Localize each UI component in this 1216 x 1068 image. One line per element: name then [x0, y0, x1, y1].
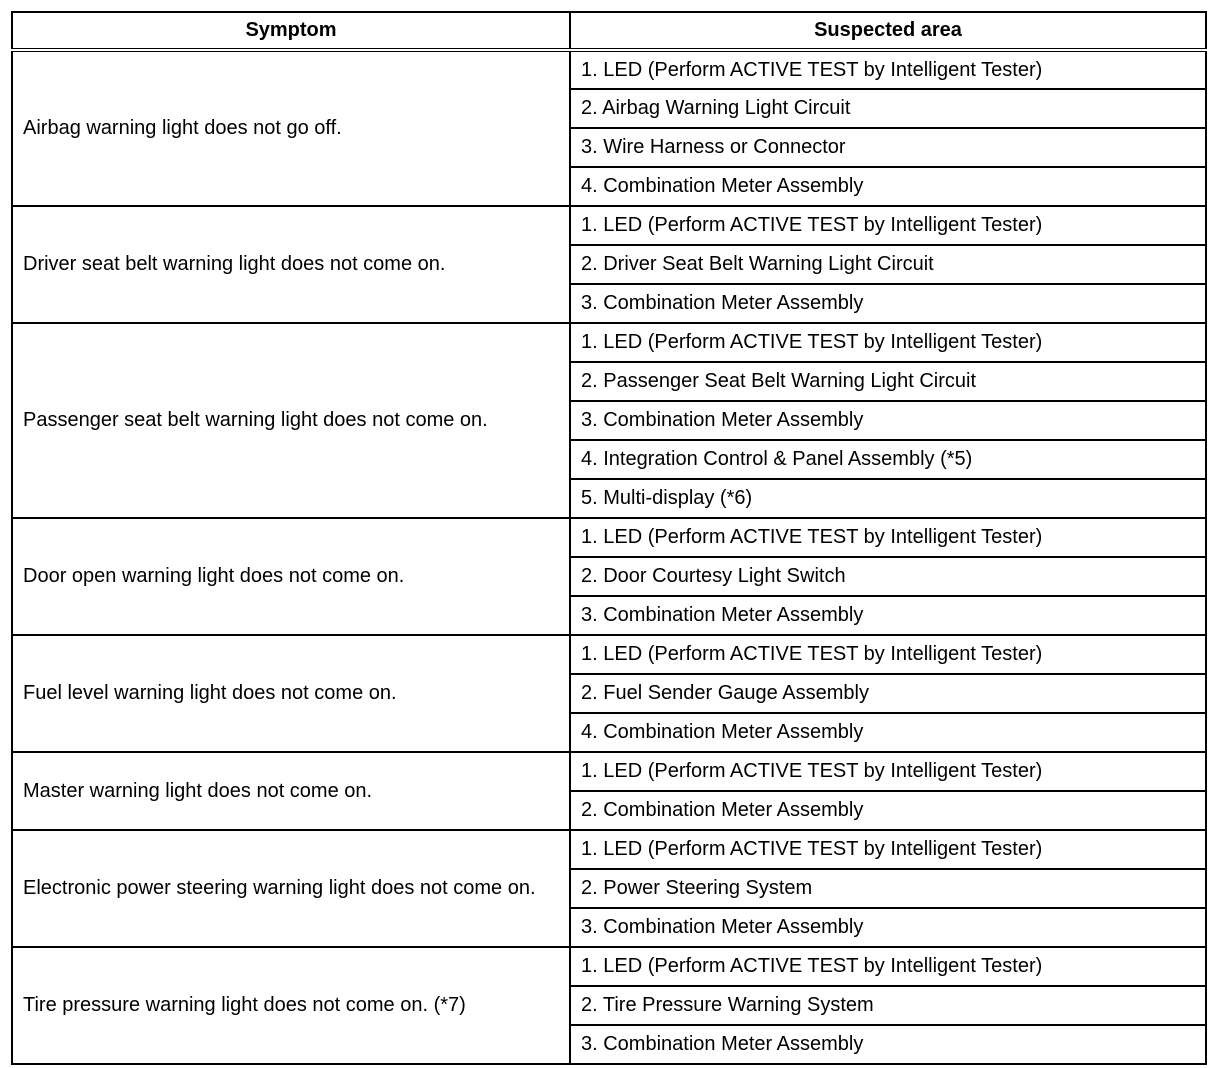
symptom-cell: Tire pressure warning light does not come on. (*7) — [12, 947, 570, 1064]
header-row — [12, 12, 1206, 50]
suspected-area-cell: 3. Combination Meter Assembly — [570, 908, 1206, 947]
suspected-area-cell: 1. LED (Perform ACTIVE TEST by Intelligent Tester) — [570, 50, 1206, 89]
suspected-area-cell: 3. Combination Meter Assembly — [570, 1025, 1206, 1064]
suspected-area-cell: 2. Passenger Seat Belt Warning Light Circuit — [570, 362, 1206, 401]
table-body — [12, 50, 1206, 1064]
suspected-area-cell: 1. LED (Perform ACTIVE TEST by Intelligent Tester) — [570, 518, 1206, 557]
suspected-area-cell: 4. Combination Meter Assembly — [570, 167, 1206, 206]
suspected-area-cell: 4. Integration Control & Panel Assembly (*5) — [570, 440, 1206, 479]
suspected-area-column-header: Suspected area — [570, 12, 1206, 50]
suspected-area-cell: 1. LED (Perform ACTIVE TEST by Intelligent Tester) — [570, 830, 1206, 869]
symptom-cell: Electronic power steering warning light does not come on. — [12, 830, 570, 947]
suspected-area-cell: 1. LED (Perform ACTIVE TEST by Intelligent Tester) — [570, 323, 1206, 362]
suspected-area-cell: 1. LED (Perform ACTIVE TEST by Intelligent Tester) — [570, 206, 1206, 245]
suspected-area-cell: 1. LED (Perform ACTIVE TEST by Intelligent Tester) — [570, 947, 1206, 986]
suspected-area-cell: 4. Combination Meter Assembly — [570, 713, 1206, 752]
suspected-area-cell: 3. Combination Meter Assembly — [570, 401, 1206, 440]
suspected-area-cell: 1. LED (Perform ACTIVE TEST by Intelligent Tester) — [570, 635, 1206, 674]
suspected-area-cell: 5. Multi-display (*6) — [570, 479, 1206, 518]
suspected-area-cell: 2. Airbag Warning Light Circuit — [570, 89, 1206, 128]
table-header — [12, 12, 1206, 50]
suspected-area-cell: 1. LED (Perform ACTIVE TEST by Intelligent Tester) — [570, 752, 1206, 791]
suspected-area-cell: 2. Combination Meter Assembly — [570, 791, 1206, 830]
table-row — [12, 323, 1206, 362]
symptom-cell: Passenger seat belt warning light does not come on. — [12, 323, 570, 518]
symptom-cell: Door open warning light does not come on. — [12, 518, 570, 635]
symptom-cell: Airbag warning light does not go off. — [12, 50, 570, 206]
suspected-area-cell: 2. Fuel Sender Gauge Assembly — [570, 674, 1206, 713]
table-row — [12, 830, 1206, 869]
symptom-table — [11, 11, 1207, 1065]
table-row — [12, 947, 1206, 986]
symptom-cell: Driver seat belt warning light does not come on. — [12, 206, 570, 323]
suspected-area-cell: 2. Tire Pressure Warning System — [570, 986, 1206, 1025]
table-row — [12, 635, 1206, 674]
suspected-area-cell: 3. Combination Meter Assembly — [570, 596, 1206, 635]
symptom-cell: Master warning light does not come on. — [12, 752, 570, 830]
table-row — [12, 50, 1206, 89]
suspected-area-cell: 2. Door Courtesy Light Switch — [570, 557, 1206, 596]
suspected-area-cell: 2. Power Steering System — [570, 869, 1206, 908]
symptom-cell: Fuel level warning light does not come on. — [12, 635, 570, 752]
suspected-area-cell: 3. Wire Harness or Connector — [570, 128, 1206, 167]
symptom-column-header: Symptom — [12, 12, 570, 50]
suspected-area-cell: 2. Driver Seat Belt Warning Light Circuit — [570, 245, 1206, 284]
suspected-area-cell: 3. Combination Meter Assembly — [570, 284, 1206, 323]
table-row — [12, 518, 1206, 557]
table-row — [12, 752, 1206, 791]
table-row — [12, 206, 1206, 245]
